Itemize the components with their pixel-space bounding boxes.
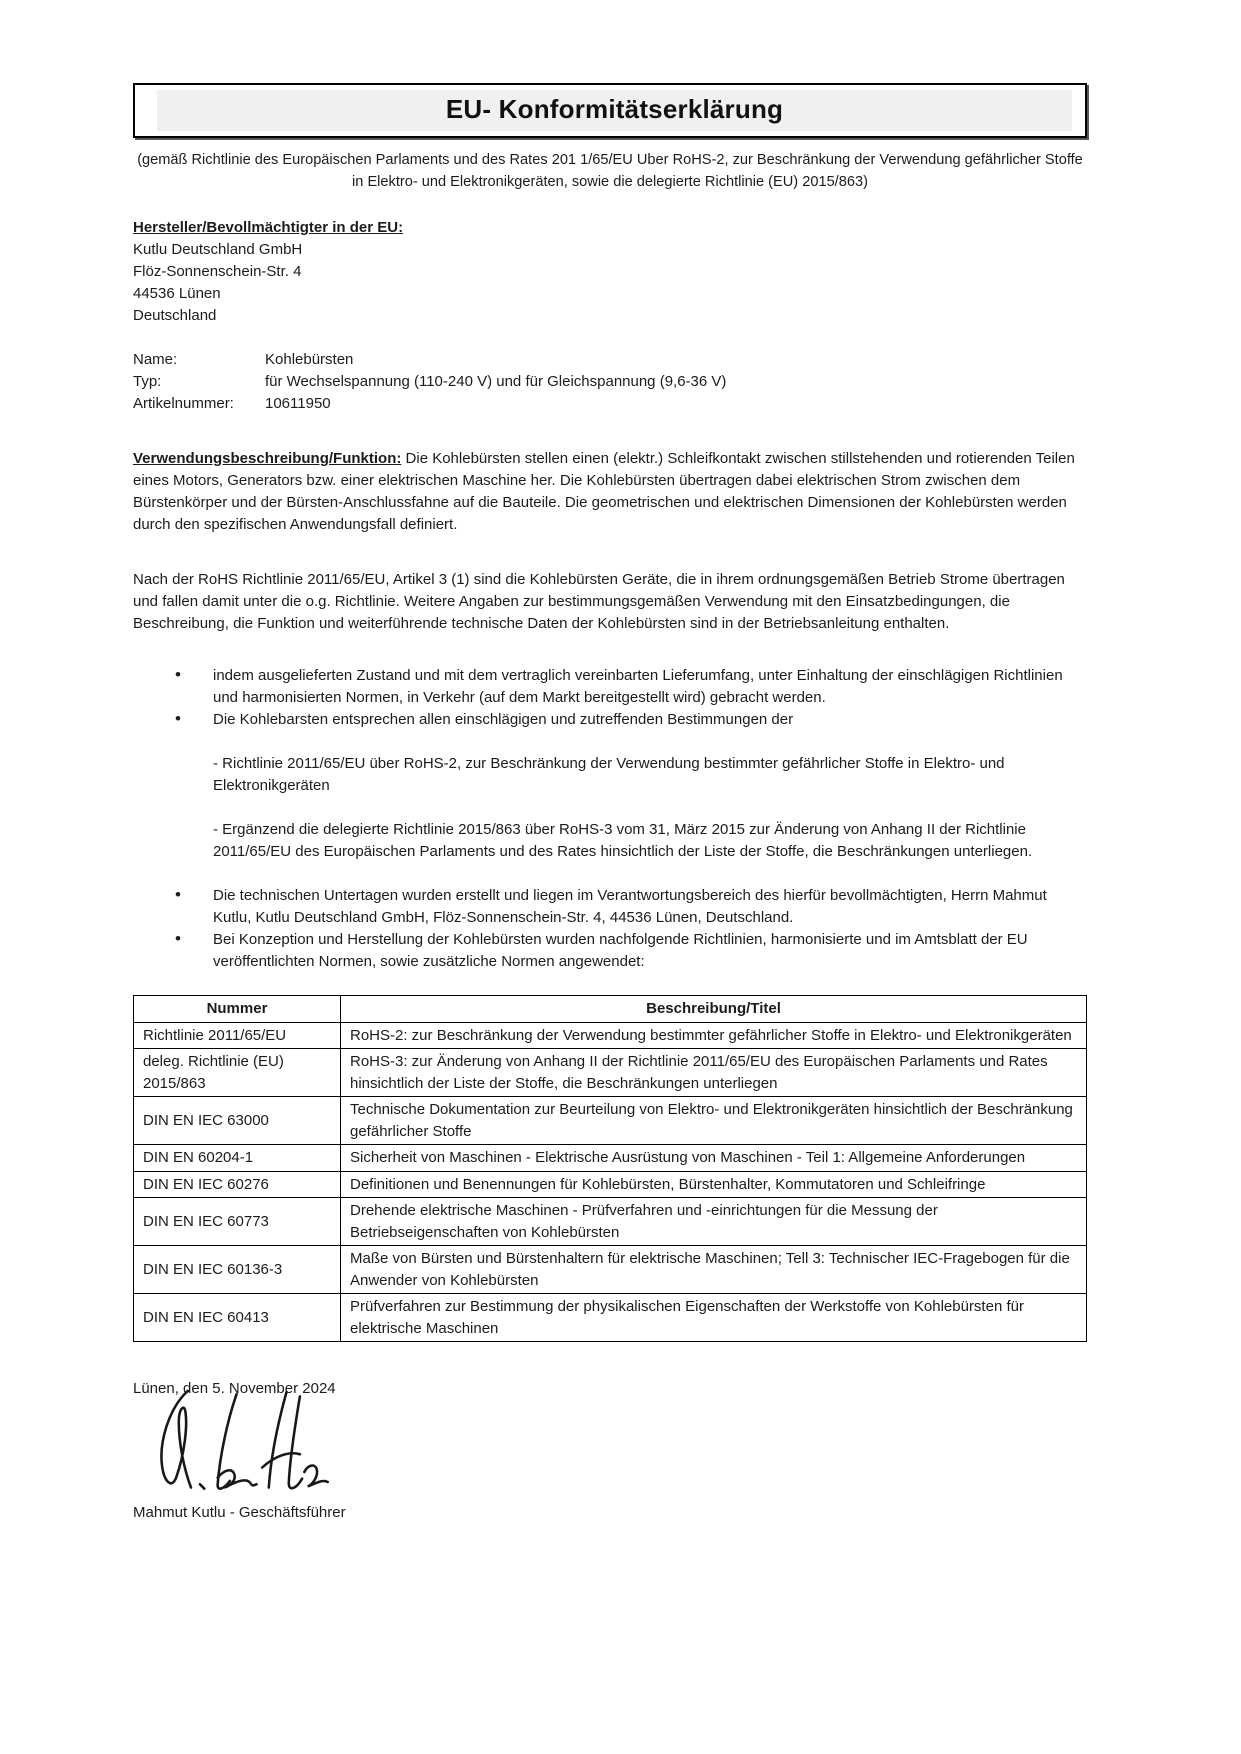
title-box [133, 83, 1087, 138]
cell-beschreibung: Maße von Bürsten und Bürstenhaltern für elektrische Maschinen; Tell 3: Technischer IEC-Fragebogen für die Anwender von Kohlebürsten [341, 1246, 1087, 1294]
cell-beschreibung: Technische Dokumentation zur Beurteilung von Elektro- und Elektronikgeräten hinsichtlich der Beschränkung gefährlicher Stoffe [341, 1097, 1087, 1145]
subtitle: (gemäß Richtlinie des Europäischen Parlaments und des Rates 201 1/65/EU Uber RoHS-2, zur Beschränkung der Verwendung gefährlicher Stoffe in Elektro- und Elektronikgeräten, sowie die delegierte Richtlinie (EU) 2015/863) [137, 152, 1083, 190]
usage-heading: Verwendungsbeschreibung/Funktion: [133, 450, 402, 467]
cell-beschreibung: Prüfverfahren zur Bestimmung der physikalischen Eigenschaften der Werkstoffe von Kohlebürsten für elektrische Maschinen [341, 1294, 1087, 1342]
cell-beschreibung: RoHS-3: zur Änderung von Anhang II der Richtlinie 2011/65/EU des Europäischen Parlaments und Rates hinsichtlich der Liste der Stoffe, die Beschränkungen unterliegen [341, 1049, 1087, 1097]
usage-text: Die Kohlebürsten stellen einen (elektr.) Schleifkontakt zwischen stillstehenden und rotierenden Teilen eines Motors, Generators bzw. einer elektrischen Maschine her. Die Kohlebürsten übertragen dabei elektrischen Strom zwischen dem Bürstenkörper und der Bürsten-Anschlussfahne auf die Bauteile. Die geometrischen und elektrischen Dimensionen der Kohlebürsten werden durch den spezifischen Anwendungsfall definiert. [133, 450, 1075, 533]
table-row [134, 1171, 1087, 1198]
list-item: • Bei Konzeption und Herstellung der Kohlebürsten wurden nachfolgende Richtlinien, harmonisierte und im Amtsblatt der EU veröffentlichten Normen, sowie zusätzliche Normen angewendet: [133, 929, 1087, 973]
cell-beschreibung: Drehende elektrische Maschinen - Prüfverfahren und -einrichtungen für die Messung der Betriebseigenschaften von Kohlebürsten [341, 1198, 1087, 1246]
column-header-beschreibung: Beschreibung/Titel [341, 996, 1087, 1023]
cell-beschreibung: Definitionen und Benennungen für Kohlebürsten, Bürstenhalter, Kommutatoren und Schleifringe [341, 1171, 1087, 1198]
list-subitem: - Richtlinie 2011/65/EU über RoHS-2, zur Beschränkung der Verwendung bestimmter gefährlicher Stoffe in Elektro- und Elektronikgeräten [213, 755, 1005, 794]
date-line: Lünen, den 5. November 2024 [133, 1380, 336, 1397]
cell-nummer: DIN EN IEC 60276 [134, 1171, 341, 1198]
cell-beschreibung: Sicherheit von Maschinen - Elektrische Ausrüstung von Maschinen - Teil 1: Allgemeine Anforderungen [341, 1145, 1087, 1172]
usage-paragraph [133, 448, 1087, 536]
list-subitem: - Ergänzend die delegierte Richtlinie 2015/863 über RoHS-3 vom 31, März 2015 zur Änderung von Anhang II der Richtlinie 2011/65/EU des Europäischen Parlaments und des Rates hinsichtlich der Liste der Stoffe, die Beschränkungen unterliegen. [213, 821, 1033, 860]
product-type-label: Typ: [133, 373, 162, 390]
manufacturer-heading: Hersteller/Bevollmächtigter in der EU: [133, 219, 404, 236]
cell-nummer: deleg. Richtlinie (EU) 2015/863 [134, 1049, 341, 1097]
table-row [134, 1246, 1087, 1294]
table-row [134, 1049, 1087, 1097]
cell-nummer: Richtlinie 2011/65/EU [134, 1022, 341, 1049]
manufacturer-street: Flöz-Sonnenschein-Str. 4 [133, 263, 302, 280]
cell-nummer: DIN EN 60204-1 [134, 1145, 341, 1172]
table-row [134, 1294, 1087, 1342]
table-row [134, 1145, 1087, 1172]
standards-table [133, 995, 1087, 1342]
product-name-row [133, 349, 1087, 371]
table-row [134, 1022, 1087, 1049]
list-item: • Die Kohlebarsten entsprechen allen einschlägigen und zutreffenden Bestimmungen der [133, 709, 1087, 731]
cell-beschreibung: RoHS-2: zur Beschränkung der Verwendung bestimmter gefährlicher Stoffe in Elektro- und Elektronikgeräten [341, 1022, 1087, 1049]
column-header-nummer: Nummer [134, 996, 341, 1023]
product-name-label: Name: [133, 351, 178, 368]
table-row [134, 1097, 1087, 1145]
title-strip [157, 90, 1072, 131]
manufacturer-name: Kutlu Deutschland GmbH [133, 241, 303, 258]
product-type-value: für Wechselspannung (110-240 V) und für Gleichspannung (9,6-36 V) [265, 373, 727, 390]
product-article-label: Artikelnummer: [133, 395, 234, 412]
signature-icon [151, 1386, 1087, 1498]
table-row [134, 1198, 1087, 1246]
manufacturer-block [133, 217, 1087, 327]
page-title: EU- Konformitätserklärung [445, 94, 784, 124]
table-header-row [134, 996, 1087, 1023]
manufacturer-city: 44536 Lünen [133, 285, 221, 302]
product-article-row [133, 393, 1087, 415]
product-block [133, 349, 1087, 415]
cell-nummer: DIN EN IEC 60136-3 [134, 1246, 341, 1294]
list-item: • Die technischen Untertagen wurden erstellt und liegen im Verantwortungsbereich des hierfür bevollmächtigten, Herrn Mahmut Kutlu, Kutlu Deutschland GmbH, Flöz-Sonnenschein-Str. 4, 44536 Lünen, Deutschland. [133, 885, 1087, 929]
rohs-paragraph: Nach der RoHS Richtlinie 2011/65/EU, Artikel 3 (1) sind die Kohlebürsten Geräte, die in ihrem ordnungsgemäßen Betrieb Strome übertragen und fallen damit unter die o.g. Richtlinie. Weitere Angaben zur bestimmungsgemäßen Verwendung mit den Einsatzbedingungen, die Beschreibung, die Funktion und weiterführende technische Daten der Kohlebürsten sind in der Betriebsanleitung enthalten. [133, 571, 1065, 632]
product-type-row [133, 371, 1087, 393]
cell-nummer: DIN EN IEC 63000 [134, 1097, 341, 1145]
signer-name: Mahmut Kutlu - Geschäftsführer [133, 1504, 346, 1521]
product-article-value: 10611950 [265, 395, 331, 412]
manufacturer-country: Deutschland [133, 307, 217, 324]
cell-nummer: DIN EN IEC 60773 [134, 1198, 341, 1246]
list-item: • indem ausgelieferten Zustand und mit dem vertraglich vereinbarten Lieferumfang, unter Einhaltung der einschlägigen Richtlinien und harmonisierten Normen, in Verkehr (auf dem Markt bereitgestellt wird) gebracht werden. [133, 665, 1087, 709]
declaration-list [133, 665, 1087, 973]
cell-nummer: DIN EN IEC 60413 [134, 1294, 341, 1342]
product-name-value: Kohlebürsten [265, 351, 354, 368]
